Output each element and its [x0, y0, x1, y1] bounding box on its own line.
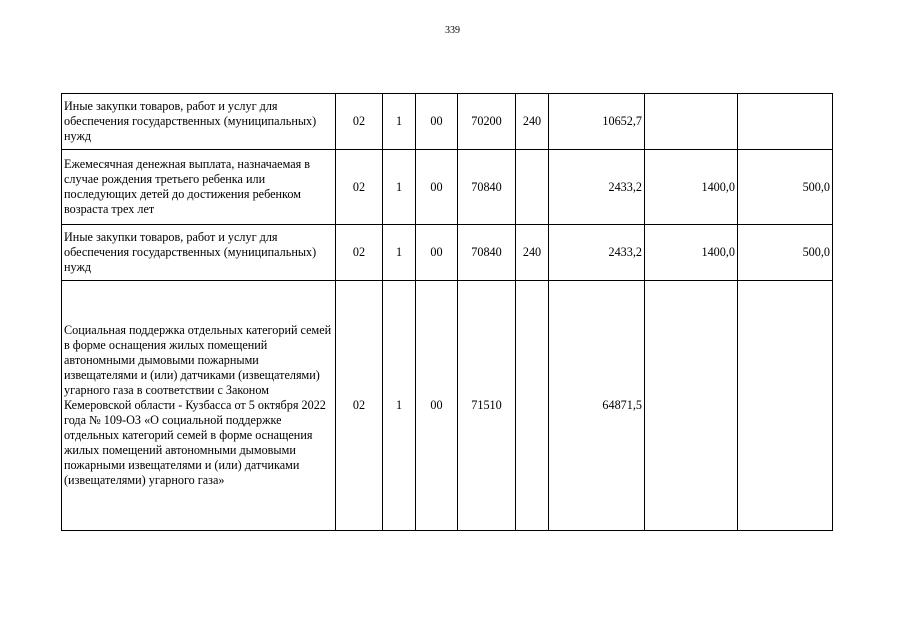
table-row [62, 225, 833, 281]
amount-year-1: 64871,5 [549, 281, 645, 531]
target-code: 70200 [458, 94, 516, 150]
amount-year-3 [738, 94, 833, 150]
table-row [62, 281, 833, 531]
amount-year-1: 2433,2 [549, 150, 645, 225]
section-code: 02 [336, 281, 383, 531]
program-code: 00 [416, 150, 458, 225]
target-code: 70840 [458, 150, 516, 225]
program-code: 00 [416, 225, 458, 281]
subsection-code: 1 [383, 281, 416, 531]
subsection-code: 1 [383, 225, 416, 281]
expense-type [516, 281, 549, 531]
amount-year-3: 500,0 [738, 150, 833, 225]
expense-type: 240 [516, 225, 549, 281]
section-code: 02 [336, 94, 383, 150]
program-code: 00 [416, 281, 458, 531]
amount-year-2 [645, 94, 738, 150]
amount-year-2: 1400,0 [645, 150, 738, 225]
page-number: 339 [445, 25, 460, 36]
row-description: Иные закупки товаров, работ и услуг для обеспечения государственных (муниципальных) нужд [62, 225, 336, 281]
program-code: 00 [416, 94, 458, 150]
row-description: Иные закупки товаров, работ и услуг для обеспечения государственных (муниципальных) нужд [62, 94, 336, 150]
amount-year-2 [645, 281, 738, 531]
budget-table [61, 93, 833, 531]
expense-type: 240 [516, 94, 549, 150]
amount-year-3 [738, 281, 833, 531]
target-code: 71510 [458, 281, 516, 531]
row-description: Ежемесячная денежная выплата, назначаемая в случае рождения третьего ребенка или последующих детей до достижения ребенком возраста трех лет [62, 150, 336, 225]
expense-type [516, 150, 549, 225]
amount-year-1: 10652,7 [549, 94, 645, 150]
subsection-code: 1 [383, 94, 416, 150]
amount-year-2: 1400,0 [645, 225, 738, 281]
row-description: Социальная поддержка отдельных категорий семей в форме оснащения жилых помещений автономными дымовыми пожарными извещателями и (или) датчиками (извещателями) угарного газа в соответствии с Законом Кемеровской области - Кузбасса от 5 октября 2022 года № 109-ОЗ «О социальной поддержке отдельных категорий семей в форме оснащения жилых помещений автономными дымовыми пожарными извещателями и (или) датчиками (извещателями) угарного газа» [62, 281, 336, 531]
section-code: 02 [336, 225, 383, 281]
subsection-code: 1 [383, 150, 416, 225]
table-row [62, 150, 833, 225]
section-code: 02 [336, 150, 383, 225]
table-row [62, 94, 833, 150]
amount-year-1: 2433,2 [549, 225, 645, 281]
target-code: 70840 [458, 225, 516, 281]
amount-year-3: 500,0 [738, 225, 833, 281]
